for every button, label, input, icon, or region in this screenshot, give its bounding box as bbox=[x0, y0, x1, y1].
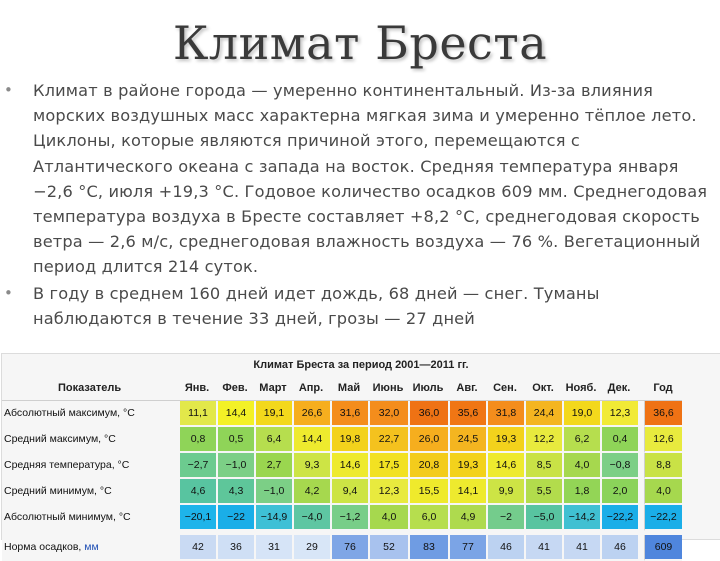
table-cell: −20,1 bbox=[178, 505, 216, 531]
table-cell: −4,0 bbox=[292, 505, 330, 531]
table-cell: 26,6 bbox=[292, 401, 330, 427]
table-cell: 41 bbox=[524, 535, 562, 561]
climate-table bbox=[2, 376, 682, 561]
table-cell: 14,4 bbox=[292, 427, 330, 453]
table-cell: 9,4 bbox=[330, 479, 368, 505]
table-cell: 46 bbox=[600, 535, 638, 561]
table-cell: 4,2 bbox=[292, 479, 330, 505]
table-cell: 11,1 bbox=[178, 401, 216, 427]
row-label bbox=[2, 535, 178, 561]
header-month: Фев. bbox=[216, 376, 254, 401]
precip-label-prefix: Норма осадков, bbox=[4, 541, 85, 553]
bullet-list bbox=[0, 78, 720, 331]
year-cell: 609 bbox=[644, 535, 682, 561]
year-cell: 36,6 bbox=[644, 401, 682, 427]
table-cell: 12,2 bbox=[524, 427, 562, 453]
table-cell: 19,1 bbox=[254, 401, 292, 427]
table-cell: 8,5 bbox=[524, 453, 562, 479]
table-cell: 4,9 bbox=[448, 505, 486, 531]
table-cell: 2,7 bbox=[254, 453, 292, 479]
table-cell: 0,8 bbox=[178, 427, 216, 453]
bullet-item bbox=[0, 281, 720, 331]
table-cell: 24,4 bbox=[524, 401, 562, 427]
header-month: Авг. bbox=[448, 376, 486, 401]
row-label-text: Абсолютный максимум, °C bbox=[4, 407, 135, 419]
header-month: Май bbox=[330, 376, 368, 401]
table-cell: 29 bbox=[292, 535, 330, 561]
table-row bbox=[2, 453, 682, 479]
bullet-text: Климат в районе города — умеренно континентальный. Из-за влияния морских воздушных масс характерна мягкая зима и умеренно тёплое лето. Циклоны, которые являются причиной этого, перемещаются с Атлантического океана с запада на восток. Средняя температура января −2,6 °C, июля +19,3 °C. Годовое количество осадков 609 мм. Среднегодовая температура воздуха в Бресте составляет +8,2 °C, среднегодовая скорость ветра — 2,6 м/с, среднегодовая влажность воздуха — 76 %. Вегетационный период длится 214 суток. bbox=[33, 81, 708, 277]
table-row bbox=[2, 479, 682, 505]
table-row bbox=[2, 427, 682, 453]
table-cell: 0,4 bbox=[600, 427, 638, 453]
table-cell: −22,2 bbox=[600, 505, 638, 531]
table-cell: −14,9 bbox=[254, 505, 292, 531]
header-year: Год bbox=[644, 376, 682, 401]
table-cell: 76 bbox=[330, 535, 368, 561]
table-cell: 5,5 bbox=[524, 479, 562, 505]
table-cell: 31,8 bbox=[486, 401, 524, 427]
header-month: Июнь bbox=[368, 376, 408, 401]
table-cell: 35,6 bbox=[448, 401, 486, 427]
table-row bbox=[2, 401, 682, 427]
table-cell: 6,0 bbox=[408, 505, 448, 531]
table-cell: 17,5 bbox=[368, 453, 408, 479]
slide-title: Климат Бреста bbox=[172, 16, 548, 70]
table-cell: 26,0 bbox=[408, 427, 448, 453]
table-cell: 14,1 bbox=[448, 479, 486, 505]
table-cell: 2,0 bbox=[600, 479, 638, 505]
table-cell: 20,8 bbox=[408, 453, 448, 479]
year-cell: 8,8 bbox=[644, 453, 682, 479]
table-cell: 52 bbox=[368, 535, 408, 561]
header-month: Янв. bbox=[178, 376, 216, 401]
table-cell: 19,3 bbox=[486, 427, 524, 453]
table-cell: 12,3 bbox=[600, 401, 638, 427]
precip-label-unit: мм bbox=[84, 541, 99, 553]
table-cell: 14,6 bbox=[486, 453, 524, 479]
table-cell: 36,0 bbox=[408, 401, 448, 427]
table-title: Климат Бреста за период 2001—2011 гг. bbox=[253, 359, 469, 371]
table-row bbox=[2, 535, 682, 561]
header-month: Дек. bbox=[600, 376, 638, 401]
table-cell: −2 bbox=[486, 505, 524, 531]
header-month: Окт. bbox=[524, 376, 562, 401]
table-cell: −1,2 bbox=[330, 505, 368, 531]
table-cell: 6,4 bbox=[254, 427, 292, 453]
header-month: Март bbox=[254, 376, 292, 401]
row-label bbox=[2, 401, 178, 427]
table-cell: 19,8 bbox=[330, 427, 368, 453]
header-label: Показатель bbox=[2, 376, 178, 401]
table-cell: 14,6 bbox=[330, 453, 368, 479]
table-cell: −22 bbox=[216, 505, 254, 531]
bullet-dot-icon: • bbox=[4, 81, 13, 99]
table-cell: 24,5 bbox=[448, 427, 486, 453]
table-cell: 22,7 bbox=[368, 427, 408, 453]
table-cell: 32,0 bbox=[368, 401, 408, 427]
table-cell: 9,3 bbox=[292, 453, 330, 479]
table-cell: 46 bbox=[486, 535, 524, 561]
table-cell: 19,3 bbox=[448, 453, 486, 479]
table-cell: 12,3 bbox=[368, 479, 408, 505]
table-cell: 31 bbox=[254, 535, 292, 561]
table-cell: 6,2 bbox=[562, 427, 600, 453]
bullet-text: В году в среднем 160 дней идет дождь, 68 дней — снег. Туманы наблюдаются в течение 33 дней, грозы — 27 дней bbox=[33, 283, 600, 328]
header-month: Нояб. bbox=[562, 376, 600, 401]
row-label-text: Средний минимум, °C bbox=[4, 485, 112, 497]
table-cell: 36 bbox=[216, 535, 254, 561]
table-cell: 19,0 bbox=[562, 401, 600, 427]
table-cell: 14,4 bbox=[216, 401, 254, 427]
row-label-text: Абсолютный минимум, °C bbox=[4, 511, 131, 523]
header-month: Апр. bbox=[292, 376, 330, 401]
row-label bbox=[2, 453, 178, 479]
table-cell: −2,7 bbox=[178, 453, 216, 479]
year-cell: −22,2 bbox=[644, 505, 682, 531]
year-cell: 12,6 bbox=[644, 427, 682, 453]
table-cell: 42 bbox=[178, 535, 216, 561]
row-label-text: Средняя температура, °C bbox=[4, 459, 130, 471]
row-label bbox=[2, 505, 178, 531]
table-cell: 83 bbox=[408, 535, 448, 561]
table-cell: −14,2 bbox=[562, 505, 600, 531]
row-label bbox=[2, 427, 178, 453]
table-row bbox=[2, 505, 682, 531]
table-cell: 9,9 bbox=[486, 479, 524, 505]
table-cell: −1,0 bbox=[216, 453, 254, 479]
table-cell: 15,5 bbox=[408, 479, 448, 505]
table-cell: 4,3 bbox=[216, 479, 254, 505]
row-label bbox=[2, 479, 178, 505]
year-cell: 4,0 bbox=[644, 479, 682, 505]
table-cell: 77 bbox=[448, 535, 486, 561]
table-cell: 31,6 bbox=[330, 401, 368, 427]
table-header-row bbox=[2, 376, 682, 401]
bullet-dot-icon: • bbox=[4, 283, 13, 302]
table-cell: 4,0 bbox=[562, 453, 600, 479]
row-label-text: Средний максимум, °C bbox=[4, 433, 116, 445]
table-cell: −0,8 bbox=[600, 453, 638, 479]
table-cell: 0,5 bbox=[216, 427, 254, 453]
table-cell: 4,0 bbox=[368, 505, 408, 531]
row-label-text bbox=[4, 541, 99, 553]
table-cell: 4,6 bbox=[178, 479, 216, 505]
table-cell: 1,8 bbox=[562, 479, 600, 505]
bullet-item bbox=[0, 78, 720, 280]
header-month: Июль bbox=[408, 376, 448, 401]
header-month: Сен. bbox=[486, 376, 524, 401]
table-cell: −5,0 bbox=[524, 505, 562, 531]
table-cell: 41 bbox=[562, 535, 600, 561]
climate-table-panel bbox=[1, 353, 720, 553]
table-cell: −1,0 bbox=[254, 479, 292, 505]
